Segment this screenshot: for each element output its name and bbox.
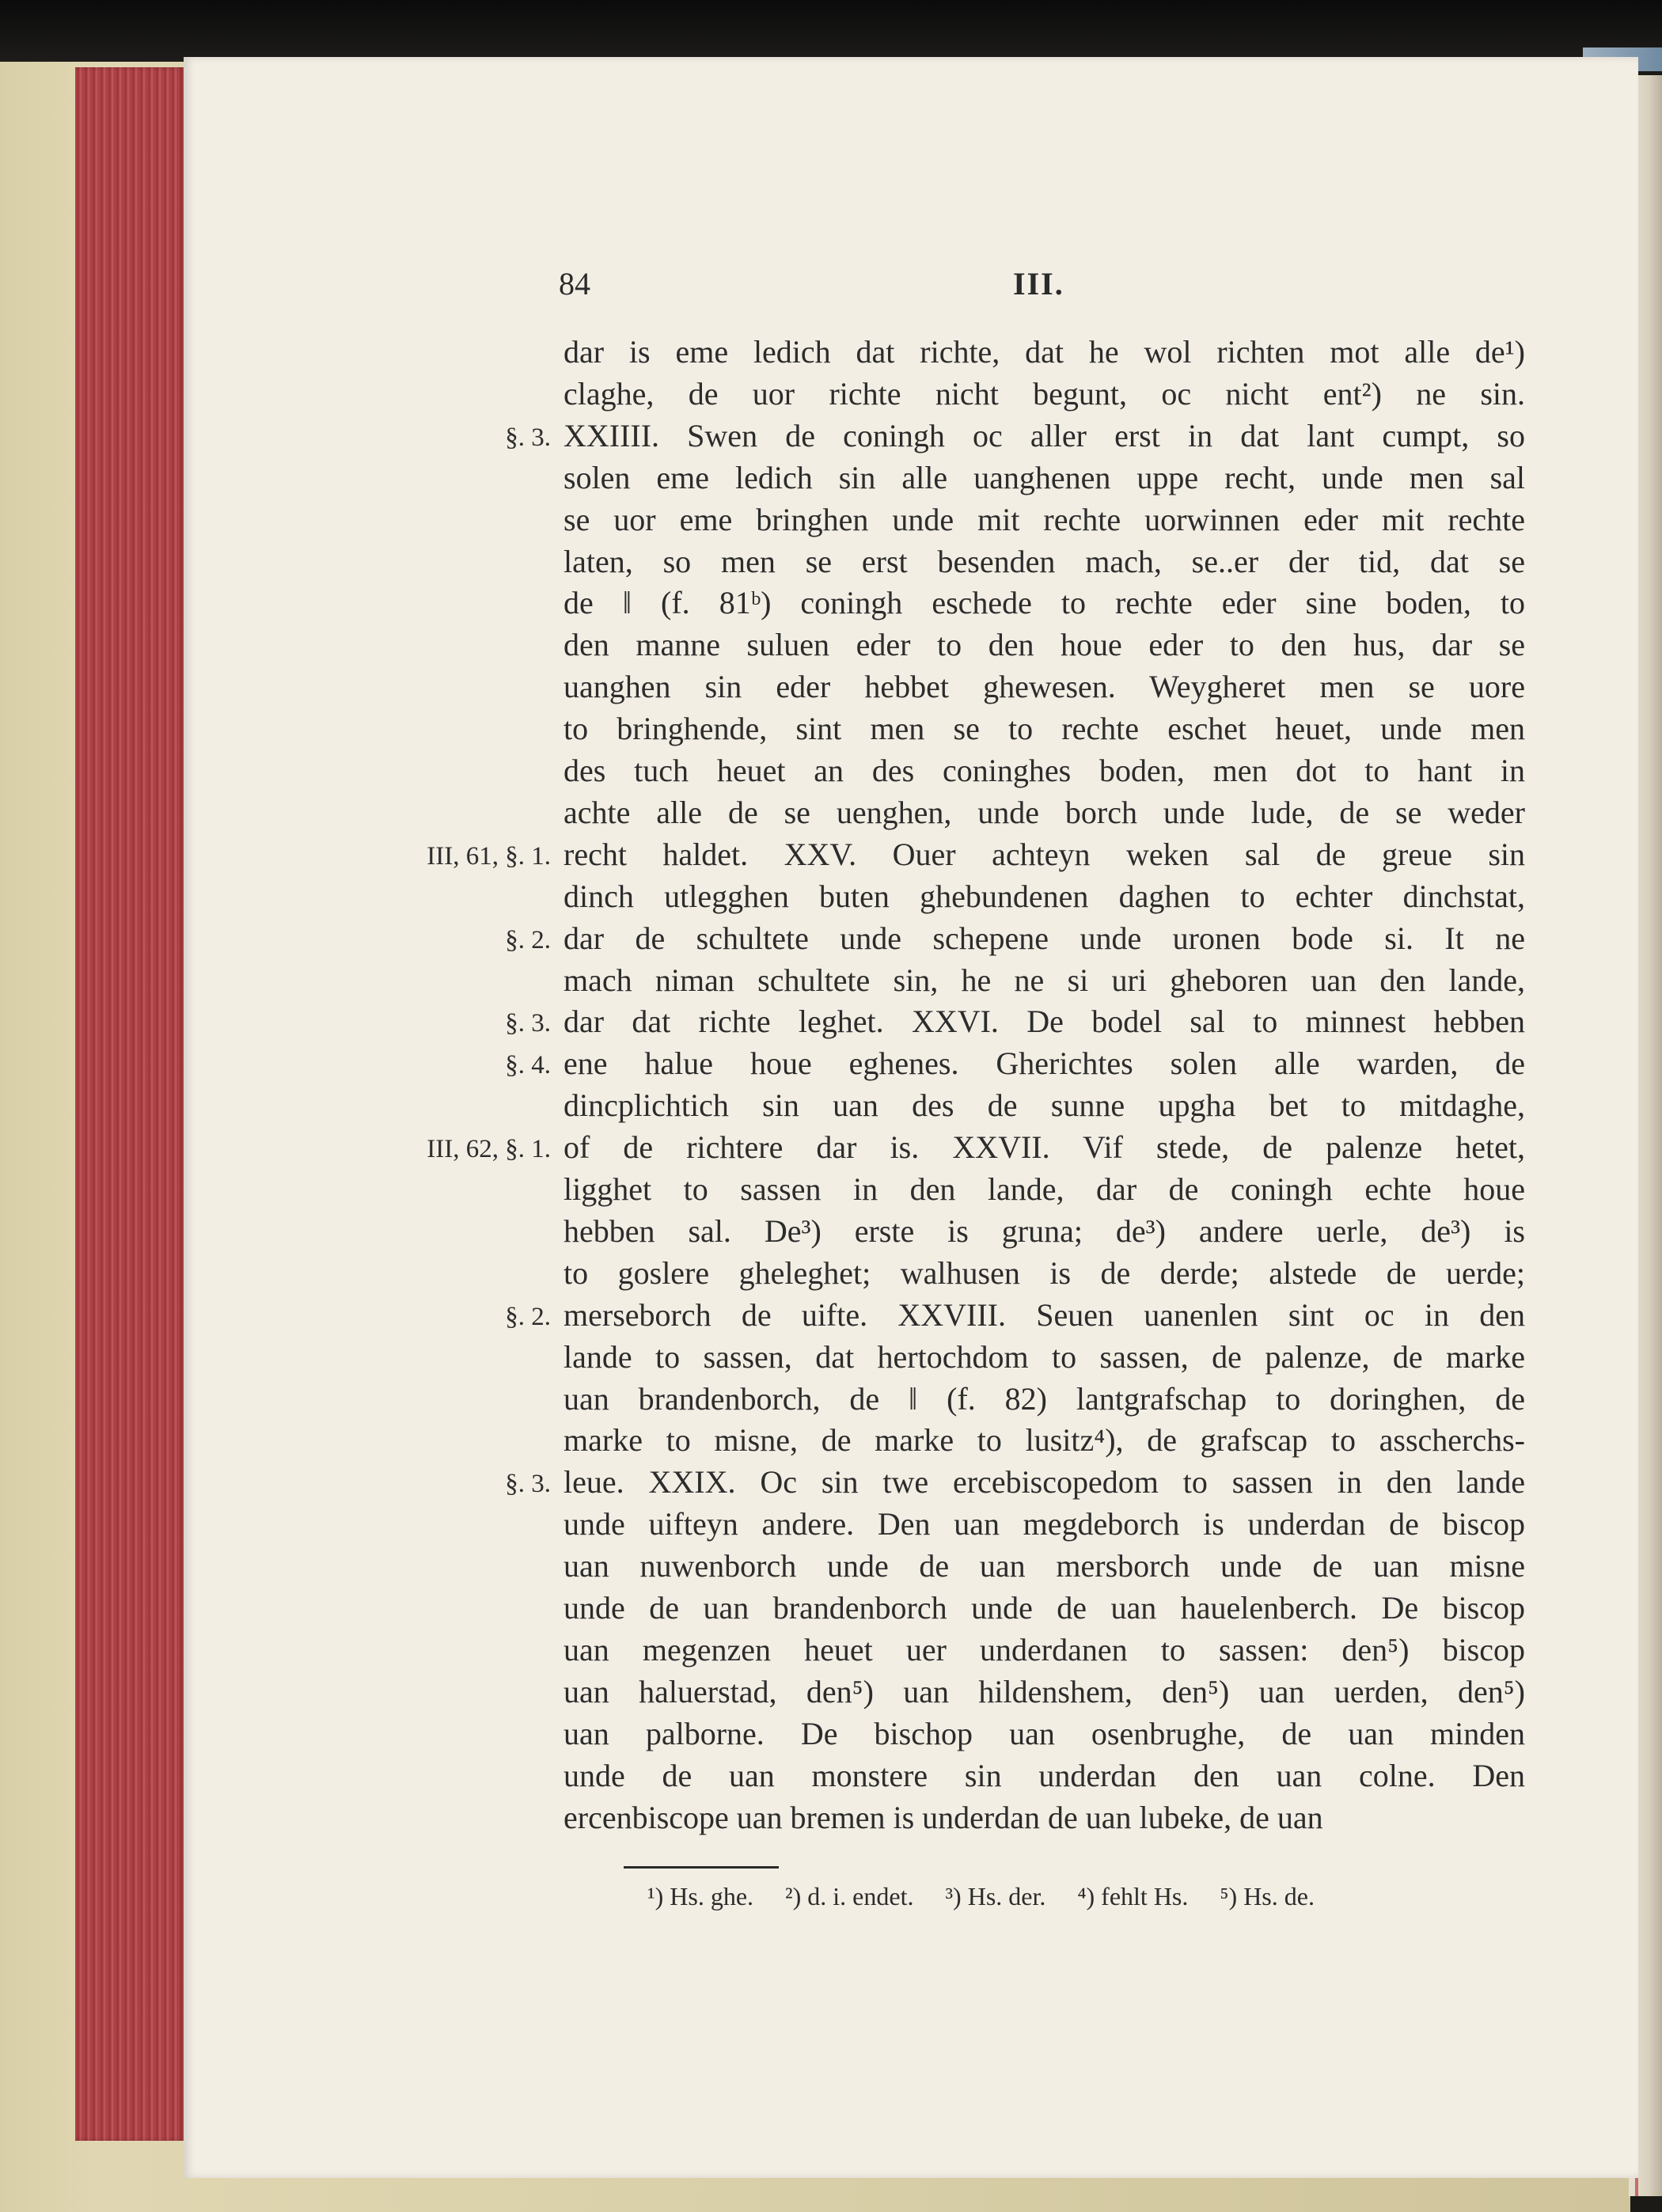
text-line: uanghen sin eder hebbet ghewesen. Weygheret men se uore — [563, 669, 1525, 704]
text-line: uan palborne. De bischop uan osenbrughe, de uan minden — [563, 1716, 1525, 1751]
margin-reference: §. 2. — [505, 1303, 551, 1331]
footnote: ¹) Hs. ghe. — [647, 1882, 754, 1910]
text-line: achte alle de se uenghen, unde borch unde lude, de se weder — [563, 795, 1525, 830]
text-line: uan megenzen heuet uer underdanen to sassen: den⁵) biscop — [563, 1632, 1525, 1668]
margin-reference: §. 2. — [505, 926, 551, 954]
footnote: ⁴) fehlt Hs. — [1077, 1882, 1189, 1910]
footnote: ³) Hs. der. — [945, 1882, 1046, 1910]
margin-reference: §. 3. — [505, 1470, 551, 1498]
text-line: uan haluerstad, den⁵) uan hildenshem, den⁵) uan uerden, den⁵) — [563, 1674, 1525, 1709]
text-line: de ‖ (f. 81ᵇ) coningh eschede to rechte eder sine boden, to — [563, 585, 1525, 620]
text-line: merseborch de uifte. XXVIII. Seuen uanenlen sint oc in den — [563, 1297, 1525, 1333]
page-number: 84 — [559, 266, 590, 302]
text-line: to bringhende, sint men se to rechte eschet heuet, unde men — [563, 711, 1525, 746]
text-line: unde de uan monstere sin underdan den uan colne. Den — [563, 1758, 1525, 1793]
running-header: III. — [1013, 266, 1064, 302]
text-line: ene halue houe eghenes. Gherichtes solen alle warden, de — [563, 1045, 1525, 1081]
text-line: ligghet to sassen in den lande, dar de coningh echte houe — [563, 1171, 1525, 1207]
page-edges-red — [75, 67, 186, 2141]
text-line: ercenbiscope uan bremen is underdan de uan lubeke, de uan — [563, 1800, 1323, 1835]
text-line: solen eme ledich sin alle uanghenen uppe recht, unde men sal — [563, 460, 1525, 495]
margin-reference: §. 3. — [505, 1009, 551, 1038]
text-line: den manne suluen eder to den houe eder to den hus, dar se — [563, 627, 1525, 662]
text-line: of de richtere dar is. XXVII. Vif stede, de palenze hetet, — [563, 1129, 1525, 1165]
text-line: laten, so men se erst besenden mach, se..er der tid, dat se — [563, 544, 1525, 579]
footnote: ²) d. i. endet. — [785, 1882, 914, 1910]
text-line: unde de uan brandenborch unde de uan hauelenberch. De biscop — [563, 1590, 1525, 1626]
footnote: ⁵) Hs. de. — [1220, 1882, 1315, 1910]
text-line: unde uifteyn andere. Den uan megdeborch is underdan de biscop — [563, 1506, 1525, 1542]
text-line: claghe, de uor richte nicht begunt, oc nicht ent²) ne sin. — [563, 376, 1525, 412]
footnote-rule — [624, 1866, 779, 1869]
text-line: recht haldet. XXV. Ouer achteyn weken sal de greue sin — [563, 837, 1525, 872]
text-line: dar is eme ledich dat richte, dat he wol richten mot alle de¹) — [563, 334, 1525, 370]
margin-reference: III, 62, §. 1. — [427, 1135, 551, 1163]
text-line: mach niman schultete sin, he ne si uri gheboren uan den lande, — [563, 962, 1525, 998]
text-line: leue. XXIX. Oc sin twe ercebiscopedom to sassen in den lande — [563, 1464, 1525, 1500]
margin-reference: III, 61, §. 1. — [427, 842, 551, 871]
text-line: lande to sassen, dat hertochdom to sassen, de palenze, de marke — [563, 1339, 1525, 1375]
text-line: marke to misne, de marke to lusitz⁴), de grafscap to asscherchs- — [563, 1422, 1525, 1458]
text-line: dinch utlegghen buten ghebundenen daghen to echter dinchstat, — [563, 878, 1525, 914]
text-line: dar dat richte leghet. XXVI. De bodel sal to minnest hebben — [563, 1004, 1525, 1039]
text-line: uan brandenborch, de ‖ (f. 82) lantgrafschap to doringhen, de — [563, 1381, 1525, 1417]
margin-reference: §. 3. — [505, 423, 551, 452]
background-top — [0, 0, 1662, 62]
text-line: XXIIII. Swen de coningh oc aller erst in dat lant cumpt, so — [563, 418, 1525, 453]
footnotes — [647, 1882, 1340, 1911]
text-line: dar de schultete unde schepene unde uronen bode si. It ne — [563, 920, 1525, 956]
text-line: des tuch heuet an des coninghes boden, men dot to hant in — [563, 753, 1525, 788]
text-line: uan nuwenborch unde de uan mersborch unde de uan misne — [563, 1548, 1525, 1584]
text-line: to goslere gheleghet; walhusen is de derde; alstede de uerde; — [563, 1255, 1525, 1291]
text-line: se uor eme bringhen unde mit rechte uorwinnen eder mit rechte — [563, 502, 1525, 537]
text-line: hebben sal. De³) erste is gruna; de³) andere uerle, de³) is — [563, 1213, 1525, 1249]
text-line: dincplichtich sin uan des de sunne upgha bet to mitdaghe, — [563, 1087, 1525, 1123]
margin-reference: §. 4. — [505, 1051, 551, 1079]
